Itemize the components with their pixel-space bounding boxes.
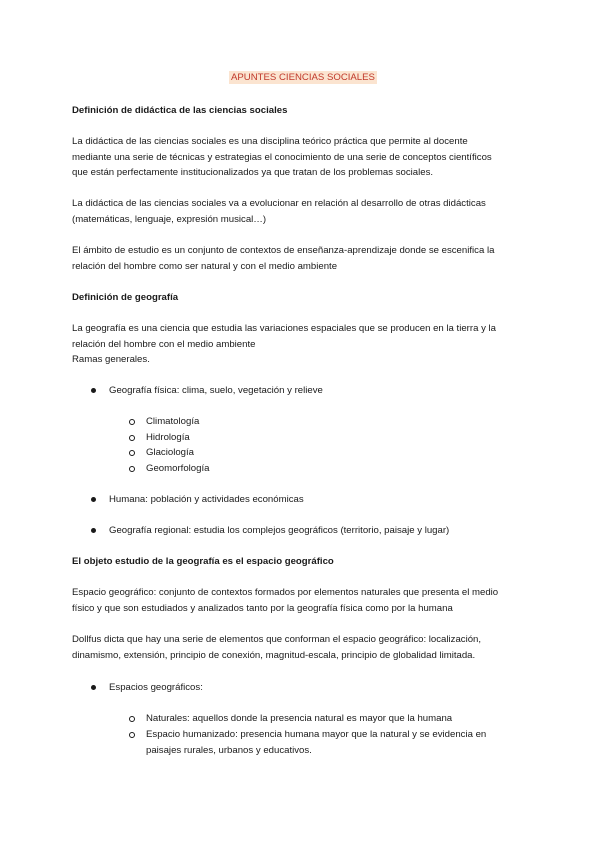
paragraph-didactica-1 [72, 134, 532, 181]
text-line: Ramas generales. [72, 354, 150, 366]
heading-geografia: Definición de geografía [72, 292, 179, 303]
text-line: relación del hombre como ser natural y con el medio ambiente [72, 260, 338, 272]
sub-item-glaciologia: Glaciología [146, 447, 194, 458]
bullet-icon [91, 528, 96, 533]
circle-bullet-icon [129, 716, 135, 722]
sub-item-climatologia: Climatología [146, 416, 200, 427]
paragraph-didactica-3 [72, 243, 532, 274]
text-line: relación del hombre con el medio ambiente [72, 338, 256, 350]
sub-item-espacio-humanizado: Espacio humanizado: presencia humana mayor que la natural y se evidencia en [146, 729, 487, 740]
paragraph-espacio-geografico [72, 585, 532, 616]
list-item-humana: Humana: población y actividades económicas [109, 494, 304, 505]
list-item-geografia-regional: Geografía regional: estudia los complejos geográficos (territorio, paisaje y lugar) [109, 525, 450, 536]
sub-item-hidrologia: Hidrología [146, 432, 190, 443]
heading-didactica: Definición de didáctica de las ciencias sociales [72, 105, 288, 116]
text-line: físico y que son estudiados y analizados tanto por la geografía física como por la humana [72, 602, 453, 614]
paragraph-dollfus [72, 632, 532, 663]
text-line: dinamismo, extensión, principio de conexión, magnitud-escala, principio de globalidad limitada. [72, 649, 476, 661]
text-line: La didáctica de las ciencias sociales va a evolucionar en relación al desarrollo de otras didácticas [72, 198, 486, 209]
circle-bullet-icon [129, 419, 135, 425]
sub-item-geomorfologia: Geomorfología [146, 463, 210, 474]
text-line: mediante una serie de técnicas y estrategias el conocimiento de una serie de conceptos científicos [72, 151, 492, 163]
circle-bullet-icon [129, 732, 135, 738]
paragraph-geografia-1 [72, 321, 532, 368]
document-title: APUNTES CIENCIAS SOCIALES [231, 72, 375, 83]
text-line: La didáctica de las ciencias sociales es una disciplina teórico práctica que permite al docente [72, 136, 468, 147]
list-item-espacios-geograficos: Espacios geográficos: [109, 682, 203, 693]
sub-item-naturales: Naturales: aquellos donde la presencia natural es mayor que la humana [146, 713, 453, 724]
circle-bullet-icon [129, 435, 135, 441]
paragraph-didactica-2 [72, 196, 532, 227]
text-line: La geografía es una ciencia que estudia las variaciones espaciales que se producen en la tierra y la [72, 323, 496, 334]
heading-objeto-estudio: El objeto estudio de la geografía es el espacio geográfico [72, 556, 334, 567]
text-line: Dollfus dicta que hay una serie de elementos que conforman el espacio geográfico: localización, [72, 634, 482, 645]
circle-bullet-icon [129, 466, 135, 472]
text-line: (matemáticas, lenguaje, expresión musical…) [72, 213, 267, 225]
text-line: El ámbito de estudio es un conjunto de contextos de enseñanza-aprendizaje donde se escenifica la [72, 245, 495, 256]
list-item-geografia-fisica: Geografía física: clima, suelo, vegetación y relieve [109, 385, 323, 396]
bullet-icon [91, 685, 96, 690]
bullet-icon [91, 497, 96, 502]
sub-item-continuation: paisajes rurales, urbanos y educativos. [146, 745, 312, 756]
bullet-icon [91, 388, 96, 393]
text-line: que están perfectamente institucionalizados ya que tratan de los problemas sociales. [72, 167, 434, 179]
circle-bullet-icon [129, 450, 135, 456]
text-line: Espacio geográfico: conjunto de contextos formados por elementos naturales que presenta el medio [72, 587, 499, 598]
